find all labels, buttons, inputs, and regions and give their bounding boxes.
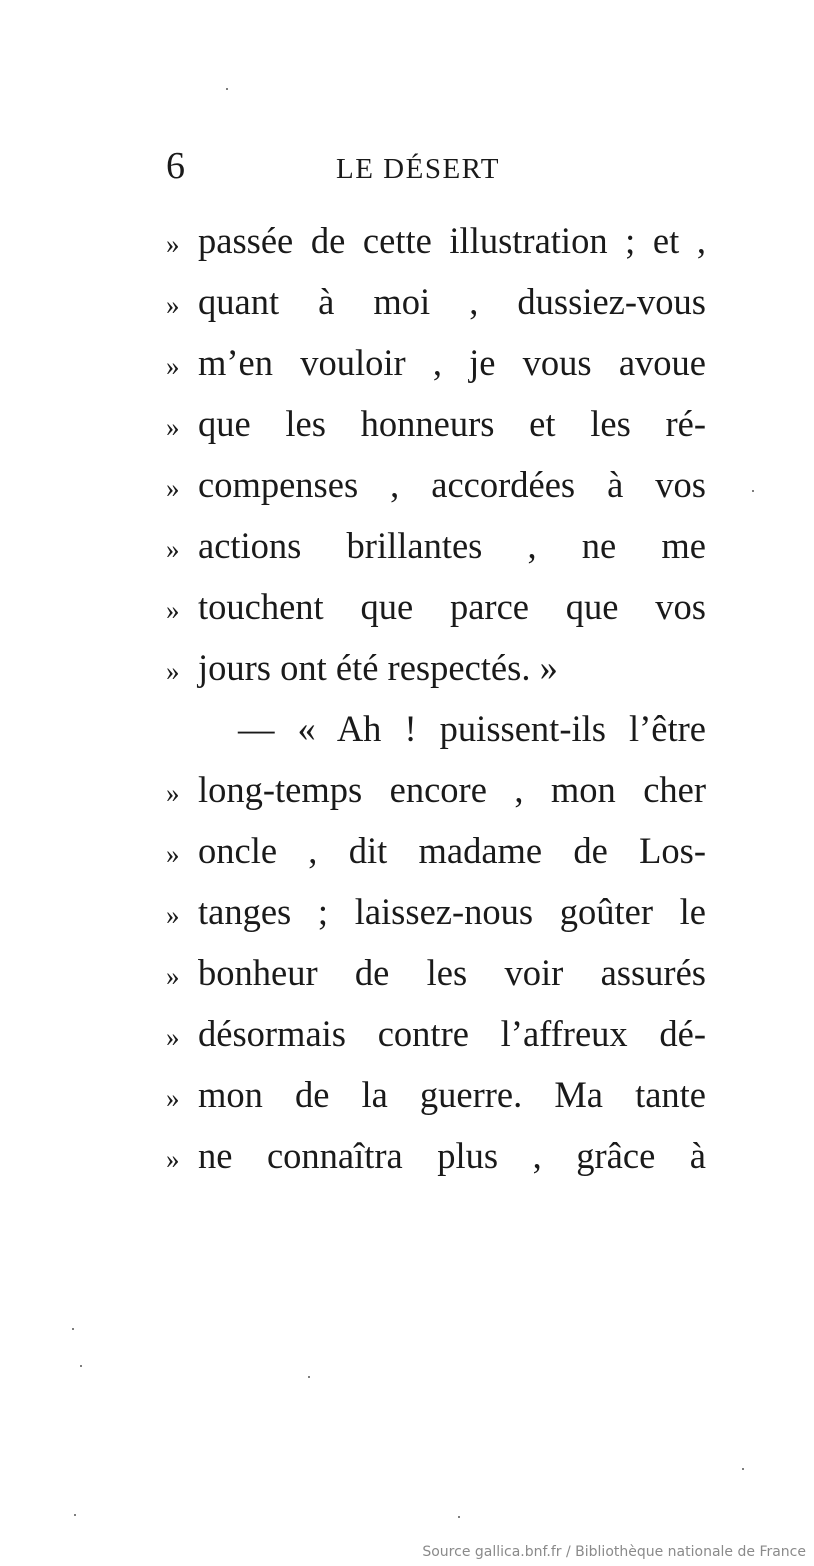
- text-line: [166, 1003, 706, 1064]
- source-attribution: Source gallica.bnf.fr / Bibliothèque nationale de France: [422, 1544, 806, 1560]
- text-line: [166, 515, 706, 576]
- guillemet-mark: »: [166, 412, 180, 442]
- text-line: [166, 454, 706, 515]
- text-line: [166, 332, 706, 393]
- line-text: jours ont été respectés. »: [198, 647, 558, 688]
- page-number: 6: [166, 145, 185, 187]
- line-text: bonheur de les voir assurés: [198, 952, 706, 993]
- scan-speck: [72, 1328, 74, 1330]
- line-text: mon de la guerre. Ma tante: [198, 1074, 706, 1115]
- guillemet-mark: »: [166, 290, 180, 320]
- guillemet-mark: »: [166, 656, 180, 686]
- text-line: [166, 271, 706, 332]
- text-line: [166, 637, 706, 698]
- scan-speck: [742, 1468, 744, 1470]
- text-line: [166, 759, 706, 820]
- guillemet-mark: »: [166, 900, 180, 930]
- line-text: oncle , dit madame de Los-: [198, 830, 706, 871]
- line-text: ne connaîtra plus , grâce à: [198, 1135, 706, 1176]
- guillemet-mark: »: [166, 534, 180, 564]
- scan-speck: [74, 1514, 76, 1516]
- line-text: passée de cette illustration ; et ,: [198, 220, 706, 261]
- text-line: [166, 820, 706, 881]
- scan-speck: [80, 1365, 82, 1367]
- scan-speck: [752, 490, 754, 492]
- line-text: actions brillantes , ne me: [198, 525, 706, 566]
- text-line: [166, 210, 706, 271]
- body-text: [166, 210, 706, 1186]
- guillemet-mark: »: [166, 1022, 180, 1052]
- guillemet-mark: »: [166, 1083, 180, 1113]
- guillemet-mark: »: [166, 839, 180, 869]
- running-head: LE DÉSERT: [336, 153, 500, 185]
- text-line-paragraph-start: [166, 698, 706, 759]
- text-line: [166, 393, 706, 454]
- line-text: quant à moi , dussiez-vous: [198, 281, 706, 322]
- guillemet-mark: »: [166, 351, 180, 381]
- line-text: compenses , accordées à vos: [198, 464, 706, 505]
- line-text: tanges ; laissez-nous goûter le: [198, 891, 706, 932]
- scan-speck: [308, 1376, 310, 1378]
- scan-speck: [458, 1516, 460, 1518]
- guillemet-mark: »: [166, 778, 180, 808]
- line-text: touchent que parce que vos: [198, 586, 706, 627]
- scan-speck: [226, 88, 228, 90]
- guillemet-mark: »: [166, 595, 180, 625]
- text-line: [166, 881, 706, 942]
- guillemet-mark: »: [166, 1144, 180, 1174]
- guillemet-mark: »: [166, 473, 180, 503]
- line-text: désormais contre l’affreux dé-: [198, 1013, 706, 1054]
- line-text: m’en vouloir , je vous avoue: [198, 342, 706, 383]
- text-line: [166, 1125, 706, 1186]
- text-line: [166, 1064, 706, 1125]
- line-text: que les honneurs et les ré-: [198, 403, 706, 444]
- line-text: long-temps encore , mon cher: [198, 769, 706, 810]
- guillemet-mark: »: [166, 229, 180, 259]
- text-line: [166, 942, 706, 1003]
- guillemet-mark: »: [166, 961, 180, 991]
- text-line: [166, 576, 706, 637]
- line-text: — « Ah ! puissent-ils l’être: [238, 708, 706, 749]
